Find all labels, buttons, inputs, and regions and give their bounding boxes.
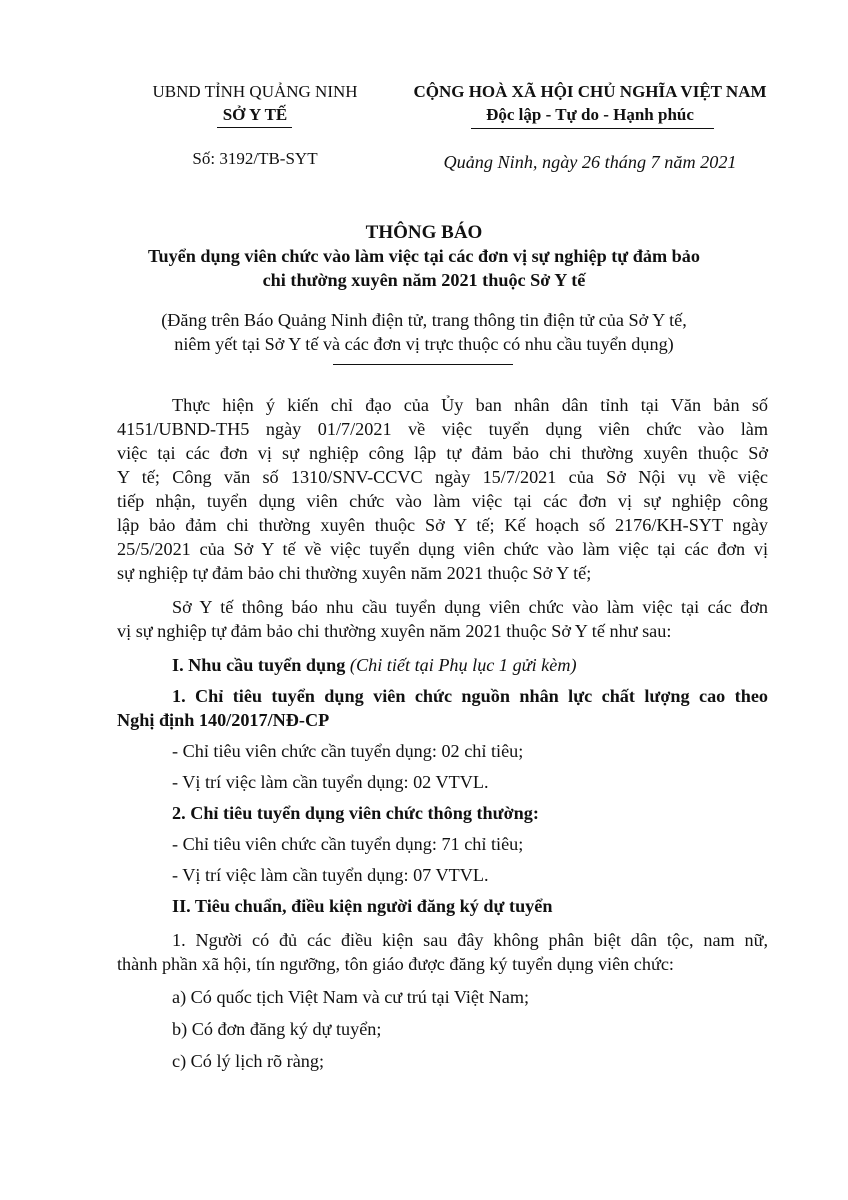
place-and-date: Quảng Ninh, ngày 26 tháng 7 năm 2021 [443, 152, 737, 172]
document-number: Số: 3192/TB-SYT [192, 149, 318, 168]
list-item: - Vị trí việc làm cần tuyển dụng: 07 VTVL. [172, 865, 489, 885]
paragraph-line: sự nghiệp tự đảm bảo chi thường xuyên năm 2021 thuộc Sở Y tế; [117, 563, 592, 583]
title-separator [333, 364, 513, 365]
list-item: c) Có lý lịch rõ ràng; [172, 1051, 325, 1071]
list-item: b) Có đơn đăng ký dự tuyển; [172, 1019, 382, 1039]
subsection-heading-continued: Nghị định 140/2017/NĐ-CP [117, 710, 330, 730]
department-underline [217, 127, 292, 128]
motto-underline [471, 128, 714, 129]
paragraph-line: 4151/UBND-TH5 ngày 01/7/2021 về việc tuyển dụng viên chức vào làm [117, 419, 768, 439]
list-item: a) Có quốc tịch Việt Nam và cư trú tại Việt Nam; [172, 987, 530, 1007]
list-item: - Vị trí việc làm cần tuyển dụng: 02 VTVL. [172, 772, 489, 792]
national-motto: Độc lập - Tự do - Hạnh phúc [486, 105, 694, 124]
paragraph-line: tiếp nhận, tuyển dụng viên chức vào làm việc tại các đơn vị sự nghiệp công [117, 491, 768, 511]
agency-name: UBND TỈNH QUẢNG NINH [152, 82, 358, 101]
section-heading [172, 655, 577, 676]
subsection-heading: 2. Chỉ tiêu tuyển dụng viên chức thông thường: [172, 803, 539, 823]
paragraph-line: 1. Người có đủ các điều kiện sau đây không phân biệt dân tộc, nam nữ, [172, 930, 768, 950]
paragraph-line: thành phần xã hội, tín ngưỡng, tôn giáo được đăng ký tuyển dụng viên chức: [117, 954, 674, 974]
title-subject-line-1: Tuyển dụng viên chức vào làm việc tại các đơn vị sự nghiệp tự đảm bảo [148, 246, 700, 266]
list-item: - Chỉ tiêu viên chức cần tuyển dụng: 02 chỉ tiêu; [172, 741, 524, 761]
paragraph-line: việc tại các đơn vị sự nghiệp công lập tự đảm bảo chi thường xuyên thuộc Sở [117, 443, 768, 463]
publication-note-line-2: niêm yết tại Sở Y tế và các đơn vị trực thuộc có nhu cầu tuyển dụng) [174, 334, 674, 354]
paragraph-line: Thực hiện ý kiến chỉ đạo của Ủy ban nhân dân tỉnh tại Văn bản số [172, 395, 768, 415]
list-item: - Chỉ tiêu viên chức cần tuyển dụng: 71 chỉ tiêu; [172, 834, 524, 854]
department-name: SỞ Y TẾ [222, 105, 288, 124]
paragraph-line: vị sự nghiệp tự đảm bảo chi thường xuyên năm 2021 thuộc Sở Y tế như sau: [117, 621, 672, 641]
subsection-heading: 1. Chỉ tiêu tuyển dụng viên chức nguồn nhân lực chất lượng cao theo [172, 686, 768, 706]
section-note: (Chi tiết tại Phụ lục 1 gửi kèm) [349, 655, 577, 675]
section-title: I. Nhu cầu tuyển dụng [172, 655, 346, 675]
paragraph-line: Sở Y tế thông báo nhu cầu tuyển dụng viên chức vào làm việc tại các đơn [172, 597, 768, 617]
paragraph-line: lập bảo đảm chi thường xuyên thuộc Sở Y tế; Kế hoạch số 2176/KH-SYT ngày [117, 515, 768, 535]
nation-name: CỘNG HOÀ XÃ HỘI CHỦ NGHĨA VIỆT NAM [413, 82, 767, 101]
title-subject-line-2: chi thường xuyên năm 2021 thuộc Sở Y tế [262, 270, 586, 290]
paragraph-line: 25/5/2021 của Sở Y tế về việc tuyển dụng viên chức vào làm việc tại các đơn vị [117, 539, 768, 559]
document-title: THÔNG BÁO [365, 222, 483, 243]
publication-note-line-1: (Đăng trên Báo Quảng Ninh điện tử, trang thông tin điện tử của Sở Y tế, [161, 310, 687, 330]
paragraph-line: Y tế; Công văn số 1310/SNV-CCVC ngày 15/7/2021 của Sở Nội vụ về việc [117, 467, 768, 487]
section-title: II. Tiêu chuẩn, điều kiện người đăng ký dự tuyển [172, 896, 553, 916]
